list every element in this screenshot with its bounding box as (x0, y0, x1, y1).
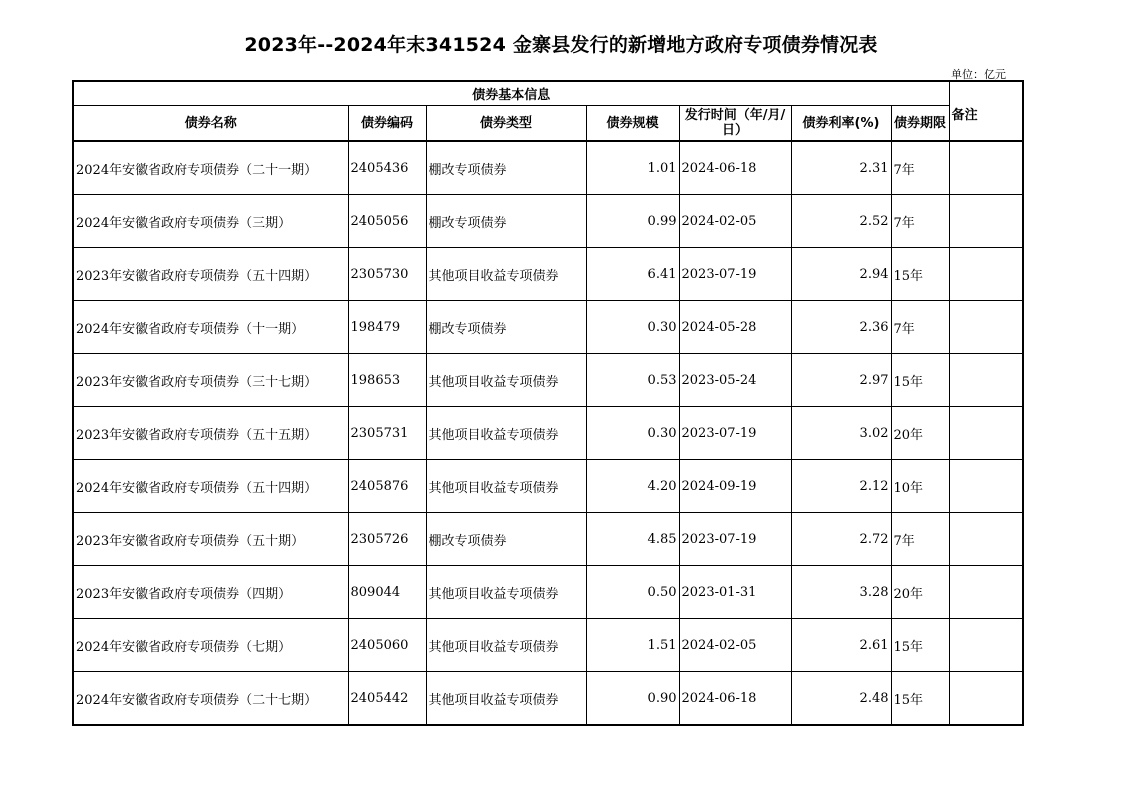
interest-rate-cell: 2.48 (791, 672, 891, 726)
page-title: 2023年--2024年末341524 金寨县发行的新增地方政府专项债券情况表 (244, 34, 878, 56)
table-row (73, 672, 1023, 726)
column-header-row (73, 106, 1023, 142)
bond-name-cell: 2024年安徽省政府专项债券（三期） (73, 195, 348, 248)
column-header-term: 债券期限 (891, 106, 949, 142)
interest-rate-cell: 2.94 (791, 248, 891, 301)
column-header-code: 债券编码 (348, 106, 426, 142)
bond-type-cell: 其他项目收益专项债券 (426, 460, 586, 513)
remark-cell (949, 195, 1023, 248)
bond-type-cell: 棚改专项债券 (426, 141, 586, 195)
interest-rate-cell: 3.28 (791, 566, 891, 619)
bond-name-cell: 2023年安徽省政府专项债券（四期） (73, 566, 348, 619)
unit-label: 单位：亿元 (951, 68, 1006, 81)
interest-rate-cell: 2.31 (791, 141, 891, 195)
column-header-type: 债券类型 (426, 106, 586, 142)
table-row (73, 141, 1023, 195)
bond-scale-cell: 4.20 (586, 460, 679, 513)
remark-cell (949, 301, 1023, 354)
bond-term-cell: 20年 (891, 407, 949, 460)
table-row (73, 407, 1023, 460)
bond-scale-cell: 0.30 (586, 407, 679, 460)
bond-code-cell: 2405436 (348, 141, 426, 195)
bond-code-cell: 2405060 (348, 619, 426, 672)
group-header: 债券基本信息 (73, 81, 949, 106)
group-header-row (73, 81, 1023, 106)
interest-rate-cell: 2.52 (791, 195, 891, 248)
issue-date-cell: 2024-05-28 (679, 301, 791, 354)
bond-scale-cell: 4.85 (586, 513, 679, 566)
bond-code-cell: 2305730 (348, 248, 426, 301)
bond-type-cell: 其他项目收益专项债券 (426, 672, 586, 726)
bond-scale-cell: 0.53 (586, 354, 679, 407)
bond-name-cell: 2024年安徽省政府专项债券（二十七期） (73, 672, 348, 726)
table-row (73, 354, 1023, 407)
column-header-rate: 债券利率(%) (791, 106, 891, 142)
remark-cell (949, 566, 1023, 619)
bond-term-cell: 15年 (891, 248, 949, 301)
bond-name-cell: 2023年安徽省政府专项债券（五十五期） (73, 407, 348, 460)
bond-type-cell: 棚改专项债券 (426, 513, 586, 566)
bond-scale-cell: 0.90 (586, 672, 679, 726)
issue-date-cell: 2024-09-19 (679, 460, 791, 513)
remark-cell (949, 513, 1023, 566)
bond-code-cell: 2405056 (348, 195, 426, 248)
bond-name-cell: 2024年安徽省政府专项债券（七期） (73, 619, 348, 672)
column-header-name: 债券名称 (73, 106, 348, 142)
remark-cell (949, 141, 1023, 195)
bond-name-cell: 2024年安徽省政府专项债券（五十四期） (73, 460, 348, 513)
bond-term-cell: 7年 (891, 195, 949, 248)
remark-cell (949, 407, 1023, 460)
bond-term-cell: 20年 (891, 566, 949, 619)
issue-date-cell: 2023-07-19 (679, 248, 791, 301)
column-header-date: 发行时间（年/月/日） (679, 106, 791, 142)
bond-code-cell: 2405876 (348, 460, 426, 513)
bond-term-cell: 7年 (891, 301, 949, 354)
bond-type-cell: 棚改专项债券 (426, 195, 586, 248)
bond-type-cell: 其他项目收益专项债券 (426, 407, 586, 460)
bond-term-cell: 10年 (891, 460, 949, 513)
remark-cell (949, 672, 1023, 726)
table-row (73, 460, 1023, 513)
issue-date-cell: 2023-07-19 (679, 407, 791, 460)
interest-rate-cell: 2.61 (791, 619, 891, 672)
bond-code-cell: 2305726 (348, 513, 426, 566)
bond-scale-cell: 0.30 (586, 301, 679, 354)
bond-type-cell: 其他项目收益专项债券 (426, 248, 586, 301)
issue-date-cell: 2023-01-31 (679, 566, 791, 619)
bond-code-cell: 198479 (348, 301, 426, 354)
table-row (73, 301, 1023, 354)
issue-date-cell: 2024-02-05 (679, 619, 791, 672)
bond-name-cell: 2023年安徽省政府专项债券（五十四期） (73, 248, 348, 301)
table-row (73, 566, 1023, 619)
column-header-scale: 债券规模 (586, 106, 679, 142)
remark-cell (949, 619, 1023, 672)
interest-rate-cell: 2.97 (791, 354, 891, 407)
bond-name-cell: 2024年安徽省政府专项债券（二十一期） (73, 141, 348, 195)
bond-code-cell: 2405442 (348, 672, 426, 726)
remark-cell (949, 354, 1023, 407)
interest-rate-cell: 3.02 (791, 407, 891, 460)
bond-term-cell: 15年 (891, 619, 949, 672)
bond-type-cell: 其他项目收益专项债券 (426, 566, 586, 619)
interest-rate-cell: 2.12 (791, 460, 891, 513)
issue-date-cell: 2024-06-18 (679, 141, 791, 195)
bond-code-cell: 198653 (348, 354, 426, 407)
bond-type-cell: 其他项目收益专项债券 (426, 354, 586, 407)
table-row (73, 619, 1023, 672)
bond-name-cell: 2024年安徽省政府专项债券（十一期） (73, 301, 348, 354)
bond-code-cell: 809044 (348, 566, 426, 619)
bond-scale-cell: 6.41 (586, 248, 679, 301)
bond-scale-cell: 0.50 (586, 566, 679, 619)
remark-cell (949, 460, 1023, 513)
bond-term-cell: 7年 (891, 141, 949, 195)
issue-date-cell: 2024-06-18 (679, 672, 791, 726)
bond-scale-cell: 1.01 (586, 141, 679, 195)
table-row (73, 248, 1023, 301)
bond-term-cell: 7年 (891, 513, 949, 566)
interest-rate-cell: 2.36 (791, 301, 891, 354)
bond-term-cell: 15年 (891, 354, 949, 407)
bond-name-cell: 2023年安徽省政府专项债券（三十七期） (73, 354, 348, 407)
remark-cell (949, 248, 1023, 301)
table-row (73, 195, 1023, 248)
issue-date-cell: 2023-05-24 (679, 354, 791, 407)
issue-date-cell: 2023-07-19 (679, 513, 791, 566)
bond-term-cell: 15年 (891, 672, 949, 726)
interest-rate-cell: 2.72 (791, 513, 891, 566)
bond-scale-cell: 0.99 (586, 195, 679, 248)
bond-table (72, 80, 1024, 726)
bond-scale-cell: 1.51 (586, 619, 679, 672)
bond-type-cell: 其他项目收益专项债券 (426, 619, 586, 672)
issue-date-cell: 2024-02-05 (679, 195, 791, 248)
bond-code-cell: 2305731 (348, 407, 426, 460)
bond-type-cell: 棚改专项债券 (426, 301, 586, 354)
bond-name-cell: 2023年安徽省政府专项债券（五十期） (73, 513, 348, 566)
table-row (73, 513, 1023, 566)
column-header-remark: 备注 (949, 81, 1023, 141)
